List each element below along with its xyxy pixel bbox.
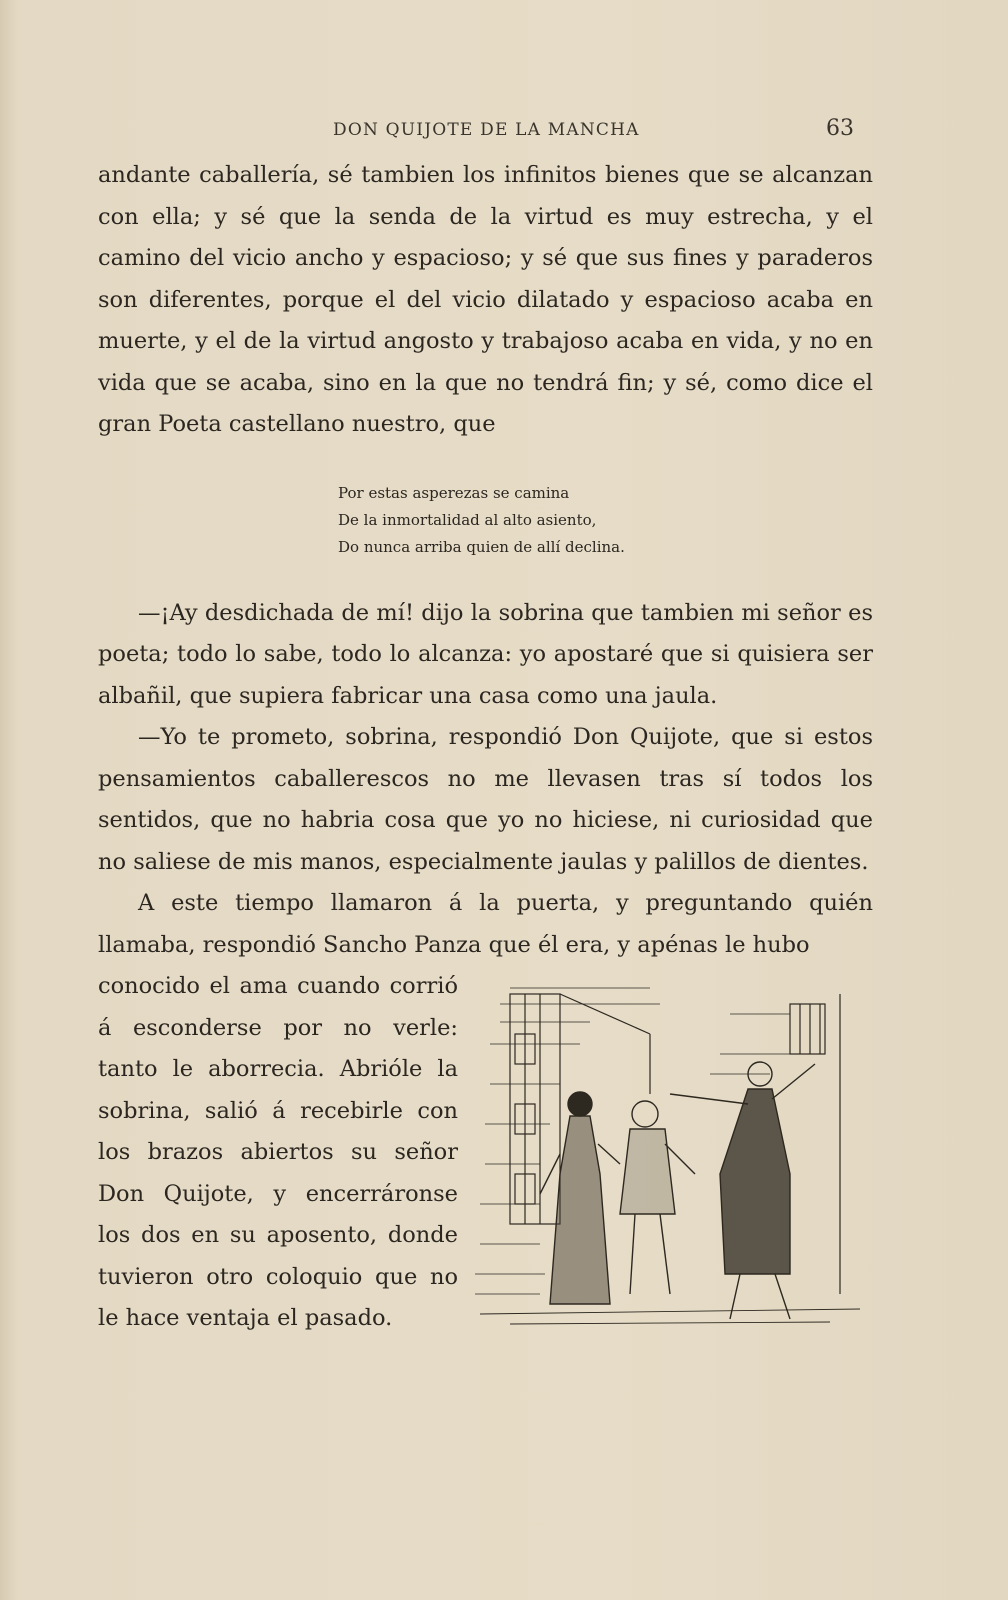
quijote-figure — [670, 1062, 815, 1319]
paragraph-4-continued: conocido el ama cuando corrió á esconderse por no verle: tanto le aborrecia. Abrióle la sobrina, salió á recebirle con los brazos abiertos su señor Don Quijote, y encerráronse los dos en su aposento, donde tuvieron otro coloquio que no le hace ventaja el pasado. — [98, 973, 458, 1331]
verse-line-1: Por estas asperezas se camina — [338, 483, 570, 502]
verse-quote — [338, 480, 873, 561]
wrapped-section — [98, 966, 873, 1346]
running-title: DON QUIJOTE DE LA MANCHA — [333, 120, 640, 140]
paragraph-1: andante caballería, sé tambien los infinitos bienes que se alcanzan con ella; y sé que la senda de la virtud es muy estrecha, y el camino del vicio ancho y espacioso; y sé que sus fines y paraderos son diferentes, porque el del vicio dilatado y espacioso acaba en muerte, y el de la virtud angosto y trabajoso acaba en vida, y no en vida que se acaba, sino en la que no tendrá fin; y sé, como dice el gran Poeta castellano nuestro, que — [98, 162, 873, 437]
illustration-drawing — [470, 974, 870, 1336]
sancho-figure — [620, 1101, 695, 1294]
verse-line-3: Do nunca arriba quien de allí declina. — [338, 537, 625, 556]
right-wall — [790, 994, 840, 1294]
woman-figure — [540, 1092, 620, 1304]
page-header — [0, 116, 1008, 146]
page-number: 63 — [826, 116, 854, 141]
body-text — [98, 155, 873, 1346]
engraving-illustration — [470, 974, 870, 1336]
paragraph-4: A este tiempo llamaron á la puerta, y preguntando quién llamaba, respondió Sancho Panza que él era, y apénas le hubo — [98, 890, 873, 958]
paragraph-3: —Yo te prometo, sobrina, respondió Don Quijote, que si estos pensamientos caballerescos no me llevasen tras sí todos los sentidos, que no habria cosa que yo no hiciese, ni curiosidad que no saliese de mis manos, especialmente jaulas y palillos de dientes. — [98, 724, 873, 875]
verse-line-2: De la inmortalidad al alto asiento, — [338, 510, 597, 529]
ground — [480, 1309, 860, 1324]
paragraph-2: —¡Ay desdichada de mí! dijo la sobrina que tambien mi señor es poeta; todo lo sabe, todo lo alcanza: yo apostaré que si quisiera ser albañil, que supiera fabricar una casa como una jaula. — [98, 599, 873, 709]
